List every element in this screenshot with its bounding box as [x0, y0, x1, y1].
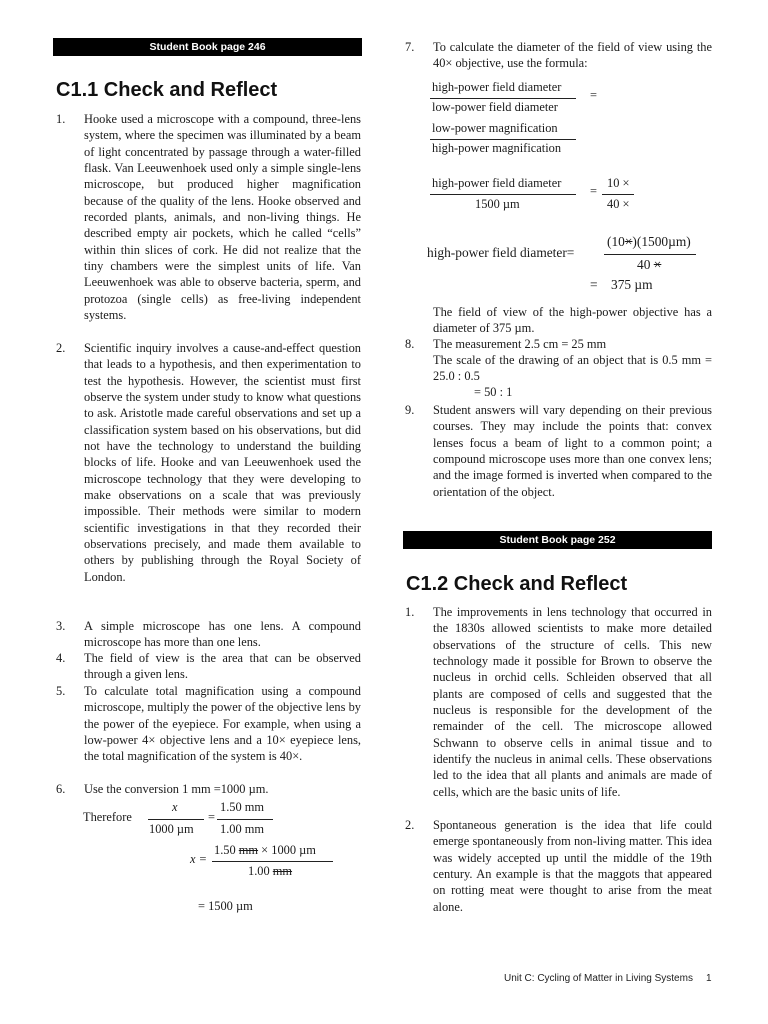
item-number: 4.	[56, 651, 66, 665]
item-number: 2.	[405, 818, 415, 832]
equals-sign: =	[590, 184, 597, 198]
fraction-denominator: 40 ×	[607, 197, 630, 211]
equals-sign: =	[590, 277, 598, 292]
equals-sign: =	[208, 810, 215, 824]
cancelled-unit: mm	[238, 843, 259, 857]
item-number: 6.	[56, 782, 66, 796]
item-number: 1.	[405, 605, 415, 619]
fraction-denominator: 1500 µm	[475, 197, 520, 211]
fraction-denominator	[637, 257, 661, 273]
section-bar-page-252: Student Book page 252	[403, 531, 712, 549]
fraction-numerator: high-power field diameter	[432, 176, 562, 190]
fraction-bar	[430, 194, 576, 195]
fraction-numerator: 1.50 mm	[220, 800, 265, 814]
fraction-bar	[602, 194, 634, 195]
answer-item-7	[405, 39, 712, 72]
item-text: Spontaneous generation is the idea that life could emerge spontaneously from non-living matter. This idea was widely accepted up until the middle of the 19th century. An example is that the maggots that appeared on rotting meat were thought to arise from the meat alone.	[433, 818, 712, 914]
answer-item-8	[405, 336, 712, 352]
item-7-conclusion: The field of view of the high-power objective has a diameter of 375 µm.	[433, 305, 712, 336]
answer-item-3	[56, 618, 361, 651]
item-8-ratio: = 50 : 1	[474, 385, 513, 399]
answer-item-2	[56, 340, 361, 585]
item-text: Use the conversion 1 mm =1000 µm.	[84, 782, 269, 796]
answer-item-4	[56, 650, 361, 683]
denominator-part: 40	[637, 257, 654, 272]
denominator-part: 1.00	[248, 864, 273, 878]
fraction-denominator: 1.00 mm	[220, 822, 265, 836]
fraction-denominator: 1000 µm	[149, 822, 194, 836]
fraction-denominator: high-power magnification	[432, 141, 562, 155]
fraction-bar	[430, 98, 576, 99]
item-text: Hooke used a microscope with a compound, three-lens system, where the specimen was illuminated by a beam of light concentrated by passage through a water-filled flask. Van Leeuwenhoek used only a simple single-lens microscope, but produced higher magnification because of the quality of the lens. Hooke observed and recorded plants, animals, and non-living things. He described empty air pockets, which he called “cells” within thin slices of cork. He did not realize that the tiny chambers were the simplest units of life. Van Leeuwenhoek was able to observe bacteria, sperm, and protozoa (single cells) as free-living independent systems.	[84, 112, 361, 323]
answer-item-1	[56, 111, 361, 323]
numerator-part: (10	[607, 234, 625, 249]
item-text: A simple microscope has one lens. A compound microscope has more than one lens.	[84, 619, 361, 650]
fraction-bar	[604, 254, 696, 255]
therefore-label: Therefore	[83, 810, 132, 824]
equation-result: = 1500 µm	[198, 899, 253, 913]
answer-item-9	[405, 402, 712, 500]
item-text: To calculate the diameter of the field of view using the 40× objective, use the formula:	[433, 40, 712, 71]
fraction-numerator	[607, 234, 691, 250]
cancelled-unit: ×	[653, 257, 662, 272]
item-number: 7.	[405, 40, 415, 54]
item-8-scale: The scale of the drawing of an object that is 0.5 mm = 25.0 : 0.5	[433, 353, 712, 384]
numerator-part: 1.50	[214, 843, 239, 857]
answer-item-c12-2	[405, 817, 712, 915]
equation-lhs: high-power field diameter=	[427, 245, 575, 260]
fraction-bar	[212, 861, 333, 862]
fraction-bar	[217, 819, 273, 820]
item-text: Student answers will vary depending on their previous courses. They may include the points that: convex lenses focus a beam of light to a common point; a compound microscope uses more than one convex lens; and the image formed is inverted when compared to the orientation of the object.	[433, 403, 712, 499]
fraction-denominator: low-power field diameter	[432, 100, 558, 114]
item-text: Scientific inquiry involves a cause-and-effect question that leads to a hypothesis, and then experimentation to test the hypothesis. However, the scientist must first observe the system under study to know what questions to ask. Aristotle made careful observations and set up a classification system based on his observations, but did not have the technology to understand the building blocks of life. Hooke and van Leeuwenhoek used the microscope technology that they were developing to make observations on a scale that was previously impossible. Their methods were similar to modern scientific investigations in that they recorded their observations precisely, and made them available to others by publishing through the Royal Society of London.	[84, 341, 361, 584]
fraction-numerator	[214, 843, 316, 858]
x-equals-label: x =	[190, 852, 207, 866]
fraction-numerator: high-power field diameter	[432, 80, 562, 94]
equation-result: 375 µm	[611, 277, 653, 292]
answer-item-5	[56, 683, 361, 765]
cancelled-unit: ×	[624, 234, 633, 249]
footer-unit-title: Unit C: Cycling of Matter in Living Systems	[504, 973, 693, 984]
item-number: 1.	[56, 112, 66, 126]
answer-item-c12-1	[405, 604, 712, 800]
fraction-numerator: low-power magnification	[432, 121, 558, 135]
footer-page-number: 1	[706, 973, 712, 984]
item-text: The improvements in lens technology that occurred in the 1830s allowed scientists to make more detailed observations of the structure of cells. This new technology made it possible for Brown to observe the nucleus in orchid cells. Schleiden observed that all plants are composed of cells and suggested that the nucleus is responsible for the development of the remainder of the cell. The microscope allowed Schwann to observe cells in animal tissue and to identify the nucleus in animal cells. These observations led to the idea that all plants and animals are made of cells, which are the basic units of life.	[433, 605, 712, 799]
cancelled-unit: mm	[272, 864, 293, 878]
fraction-bar	[430, 139, 576, 140]
section-heading-c1-2: C1.2 Check and Reflect	[406, 573, 628, 595]
answer-item-6	[56, 781, 361, 797]
section-heading-c1-1: C1.1 Check and Reflect	[56, 79, 278, 101]
fraction-bar	[148, 819, 204, 820]
section-bar-page-246: Student Book page 246	[53, 38, 362, 56]
fraction-numerator: 10 ×	[607, 176, 630, 190]
fraction-numerator: x	[172, 800, 178, 814]
item-text-line: The measurement 2.5 cm = 25 mm	[433, 337, 607, 351]
numerator-part: )(1500µm)	[632, 234, 691, 249]
item-number: 3.	[56, 619, 66, 633]
item-number: 5.	[56, 684, 66, 698]
fraction-denominator	[248, 864, 292, 879]
numerator-part: × 1000 µm	[258, 843, 316, 857]
item-text: To calculate total magnification using a compound microscope, multiply the power of the objective lens by the power of the eyepiece. For example, when using a low-power 4× objective lens and a 10× eyepiece lens, the total magnification of the system is 40×.	[84, 684, 361, 764]
item-number: 2.	[56, 341, 66, 355]
item-number: 8.	[405, 337, 415, 351]
item-text: The field of view is the area that can be observed through a given lens.	[84, 651, 361, 682]
item-number: 9.	[405, 403, 415, 417]
equals-sign: =	[590, 88, 597, 102]
